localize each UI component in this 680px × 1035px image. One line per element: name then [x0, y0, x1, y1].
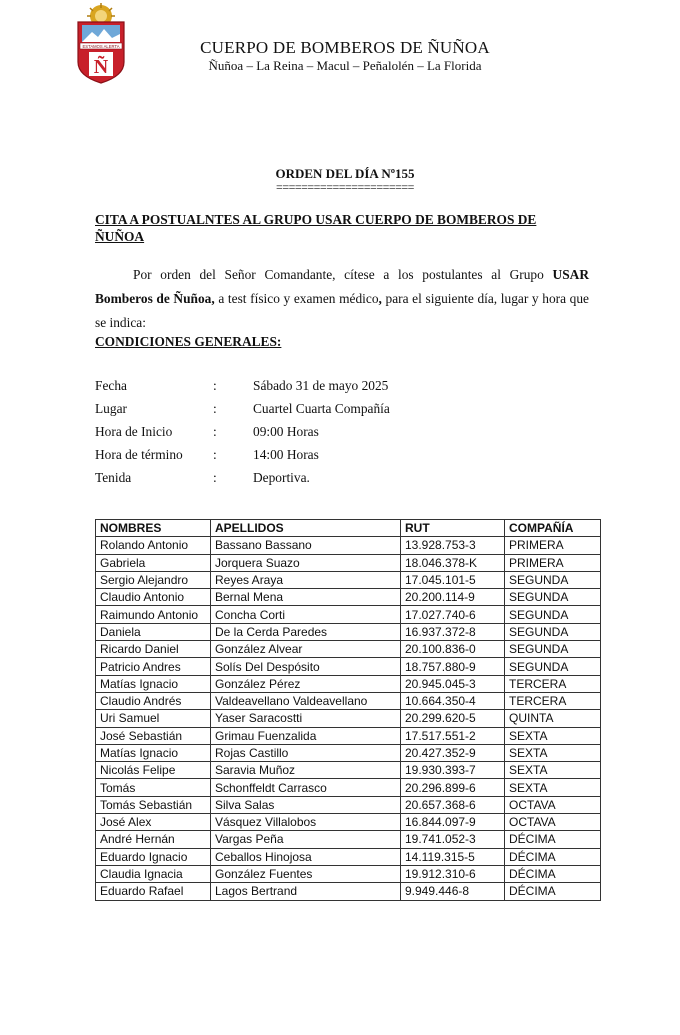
cell-apellidos: González Alvear [211, 641, 401, 658]
cell-nombres: Tomás [96, 779, 211, 796]
cell-rut: 16.937.372-8 [401, 623, 505, 640]
cell-rut: 20.299.620-5 [401, 710, 505, 727]
cell-nombres: Patricio Andres [96, 658, 211, 675]
table-row [96, 692, 601, 709]
cell-nombres: Tomás Sebastián [96, 796, 211, 813]
cell-nombres: Matías Ignacio [96, 675, 211, 692]
order-title-rule: ====================== [276, 180, 414, 194]
detail-colon: : [213, 378, 217, 393]
header-rut: RUT [401, 520, 505, 537]
cell-nombres: Nicolás Felipe [96, 762, 211, 779]
organization-title: CUERPO DE BOMBEROS DE ÑUÑOA [200, 38, 490, 57]
body-bold-group: USAR Bomberos de Ñuñoa, [95, 267, 589, 306]
cell-nombres: Rolando Antonio [96, 537, 211, 554]
cell-compania: TERCERA [505, 692, 601, 709]
cell-apellidos: Concha Corti [211, 606, 401, 623]
cell-rut: 20.296.899-6 [401, 779, 505, 796]
cell-compania: DÉCIMA [505, 865, 601, 882]
body-text-3: para el siguiente día, lugar y hora que se indica: [95, 291, 589, 330]
cell-rut: 9.949.446-8 [401, 883, 505, 900]
cell-apellidos: Lagos Bertrand [211, 883, 401, 900]
cell-rut: 20.945.045-3 [401, 675, 505, 692]
cell-nombres: Eduardo Ignacio [96, 848, 211, 865]
cell-rut: 19.741.052-3 [401, 831, 505, 848]
table-row [96, 623, 601, 640]
detail-label: Fecha [95, 378, 127, 393]
table-row [96, 865, 601, 882]
cell-rut: 18.046.378-K [401, 554, 505, 571]
cell-apellidos: Ceballos Hinojosa [211, 848, 401, 865]
cell-compania: SEGUNDA [505, 589, 601, 606]
cell-rut: 10.664.350-4 [401, 692, 505, 709]
cell-nombres: Matías Ignacio [96, 744, 211, 761]
body-text-2: a test físico y examen médico [214, 291, 379, 306]
cell-compania: DÉCIMA [505, 883, 601, 900]
cell-rut: 17.027.740-6 [401, 606, 505, 623]
cell-apellidos: Saravia Muñoz [211, 762, 401, 779]
cell-apellidos: Vásquez Villalobos [211, 814, 401, 831]
detail-colon: : [213, 447, 217, 462]
applicants-table [95, 519, 601, 901]
cell-nombres: Raimundo Antonio [96, 606, 211, 623]
cell-apellidos: Jorquera Suazo [211, 554, 401, 571]
cell-rut: 20.657.368-6 [401, 796, 505, 813]
cell-rut: 14.119.315-5 [401, 848, 505, 865]
cell-nombres: Gabriela [96, 554, 211, 571]
table-row [96, 883, 601, 900]
cell-compania: PRIMERA [505, 554, 601, 571]
cell-rut: 16.844.097-9 [401, 814, 505, 831]
table-row [96, 762, 601, 779]
table-row [96, 779, 601, 796]
cell-compania: DÉCIMA [505, 848, 601, 865]
table-row [96, 796, 601, 813]
detail-row-date [95, 378, 575, 401]
cell-nombres: Uri Samuel [96, 710, 211, 727]
conditions-heading: CONDICIONES GENERALES: [95, 334, 282, 349]
detail-colon: : [213, 424, 217, 439]
cell-rut: 17.045.101-5 [401, 571, 505, 588]
detail-value: Cuartel Cuarta Compañía [253, 401, 390, 416]
logo-motto: ESTAMOS ALERTA [82, 44, 120, 49]
cell-rut: 20.100.836-0 [401, 641, 505, 658]
cell-nombres: José Sebastián [96, 727, 211, 744]
cell-nombres: Claudio Andrés [96, 692, 211, 709]
table-header-row [96, 520, 601, 537]
cell-rut: 20.200.114-9 [401, 589, 505, 606]
body-paragraph [95, 263, 589, 335]
detail-label: Lugar [95, 401, 127, 416]
cell-compania: SEXTA [505, 727, 601, 744]
detail-row-place [95, 401, 575, 424]
detail-value: 14:00 Horas [253, 447, 319, 462]
cell-rut: 17.517.551-2 [401, 727, 505, 744]
cell-compania: TERCERA [505, 675, 601, 692]
cell-apellidos: De la Cerda Paredes [211, 623, 401, 640]
table-row [96, 831, 601, 848]
detail-row-attire [95, 470, 575, 493]
header-apellidos: APELLIDOS [211, 520, 401, 537]
cell-compania: SEGUNDA [505, 641, 601, 658]
cell-apellidos: Bernal Mena [211, 589, 401, 606]
table-row [96, 537, 601, 554]
cell-compania: SEGUNDA [505, 606, 601, 623]
fire-department-shield-logo [74, 2, 128, 84]
header-nombres: NOMBRES [96, 520, 211, 537]
detail-value: 09:00 Horas [253, 424, 319, 439]
cell-nombres: José Alex [96, 814, 211, 831]
table-row [96, 848, 601, 865]
cell-nombres: André Hernán [96, 831, 211, 848]
table-row [96, 814, 601, 831]
cell-rut: 13.928.753-3 [401, 537, 505, 554]
detail-colon: : [213, 401, 217, 416]
detail-label: Hora de término [95, 447, 183, 462]
cell-compania: QUINTA [505, 710, 601, 727]
table-row [96, 658, 601, 675]
cell-nombres: Ricardo Daniel [96, 641, 211, 658]
cell-nombres: Claudia Ignacia [96, 865, 211, 882]
cell-nombres: Sergio Alejandro [96, 571, 211, 588]
cell-rut: 19.912.310-6 [401, 865, 505, 882]
cell-apellidos: González Fuentes [211, 865, 401, 882]
table-row [96, 554, 601, 571]
table-body [96, 537, 601, 900]
cell-apellidos: Silva Salas [211, 796, 401, 813]
cell-nombres: Daniela [96, 623, 211, 640]
body-bold-comma: , [378, 291, 382, 306]
logo-letter: Ñ [93, 56, 109, 78]
cell-compania: DÉCIMA [505, 831, 601, 848]
cell-compania: SEXTA [505, 744, 601, 761]
table-row [96, 727, 601, 744]
table-row [96, 641, 601, 658]
subject-heading: CITA A POSTUALNTES AL GRUPO USAR CUERPO DE BOMBEROS DE ÑUÑOA [95, 212, 537, 244]
table-row [96, 606, 601, 623]
cell-nombres: Claudio Antonio [96, 589, 211, 606]
detail-value: Sábado 31 de mayo 2025 [253, 378, 389, 393]
detail-colon: : [213, 470, 217, 485]
cell-apellidos: Vargas Peña [211, 831, 401, 848]
cell-apellidos: Solís Del Despósito [211, 658, 401, 675]
cell-rut: 19.930.393-7 [401, 762, 505, 779]
table-row [96, 589, 601, 606]
body-text-1: Por orden del Señor Comandante, cítese a los postulantes al Grupo [133, 267, 553, 282]
organization-communes: Ñuñoa – La Reina – Macul – Peñalolén – La Florida [208, 58, 482, 73]
cell-compania: OCTAVA [505, 796, 601, 813]
cell-nombres: Eduardo Rafael [96, 883, 211, 900]
cell-compania: PRIMERA [505, 537, 601, 554]
cell-compania: OCTAVA [505, 814, 601, 831]
cell-apellidos: González Pérez [211, 675, 401, 692]
detail-label: Tenida [95, 470, 132, 485]
order-title: ORDEN DEL DÍA Nº155 [275, 166, 415, 181]
table-row [96, 710, 601, 727]
cell-apellidos: Yaser Saracostti [211, 710, 401, 727]
cell-apellidos: Rojas Castillo [211, 744, 401, 761]
table-row [96, 675, 601, 692]
cell-apellidos: Bassano Bassano [211, 537, 401, 554]
cell-apellidos: Schonffeldt Carrasco [211, 779, 401, 796]
cell-compania: SEGUNDA [505, 571, 601, 588]
cell-apellidos: Valdeavellano Valdeavellano [211, 692, 401, 709]
cell-compania: SEGUNDA [505, 658, 601, 675]
cell-rut: 18.757.880-9 [401, 658, 505, 675]
cell-rut: 20.427.352-9 [401, 744, 505, 761]
table-row [96, 571, 601, 588]
cell-compania: SEXTA [505, 762, 601, 779]
cell-apellidos: Grimau Fuenzalida [211, 727, 401, 744]
detail-row-end-time [95, 447, 575, 470]
cell-compania: SEGUNDA [505, 623, 601, 640]
header-compania: COMPAÑÍA [505, 520, 601, 537]
table-row [96, 744, 601, 761]
detail-row-start-time [95, 424, 575, 447]
details-list [95, 378, 575, 493]
detail-label: Hora de Inicio [95, 424, 173, 439]
detail-value: Deportiva. [253, 470, 310, 485]
cell-apellidos: Reyes Araya [211, 571, 401, 588]
cell-compania: SEXTA [505, 779, 601, 796]
